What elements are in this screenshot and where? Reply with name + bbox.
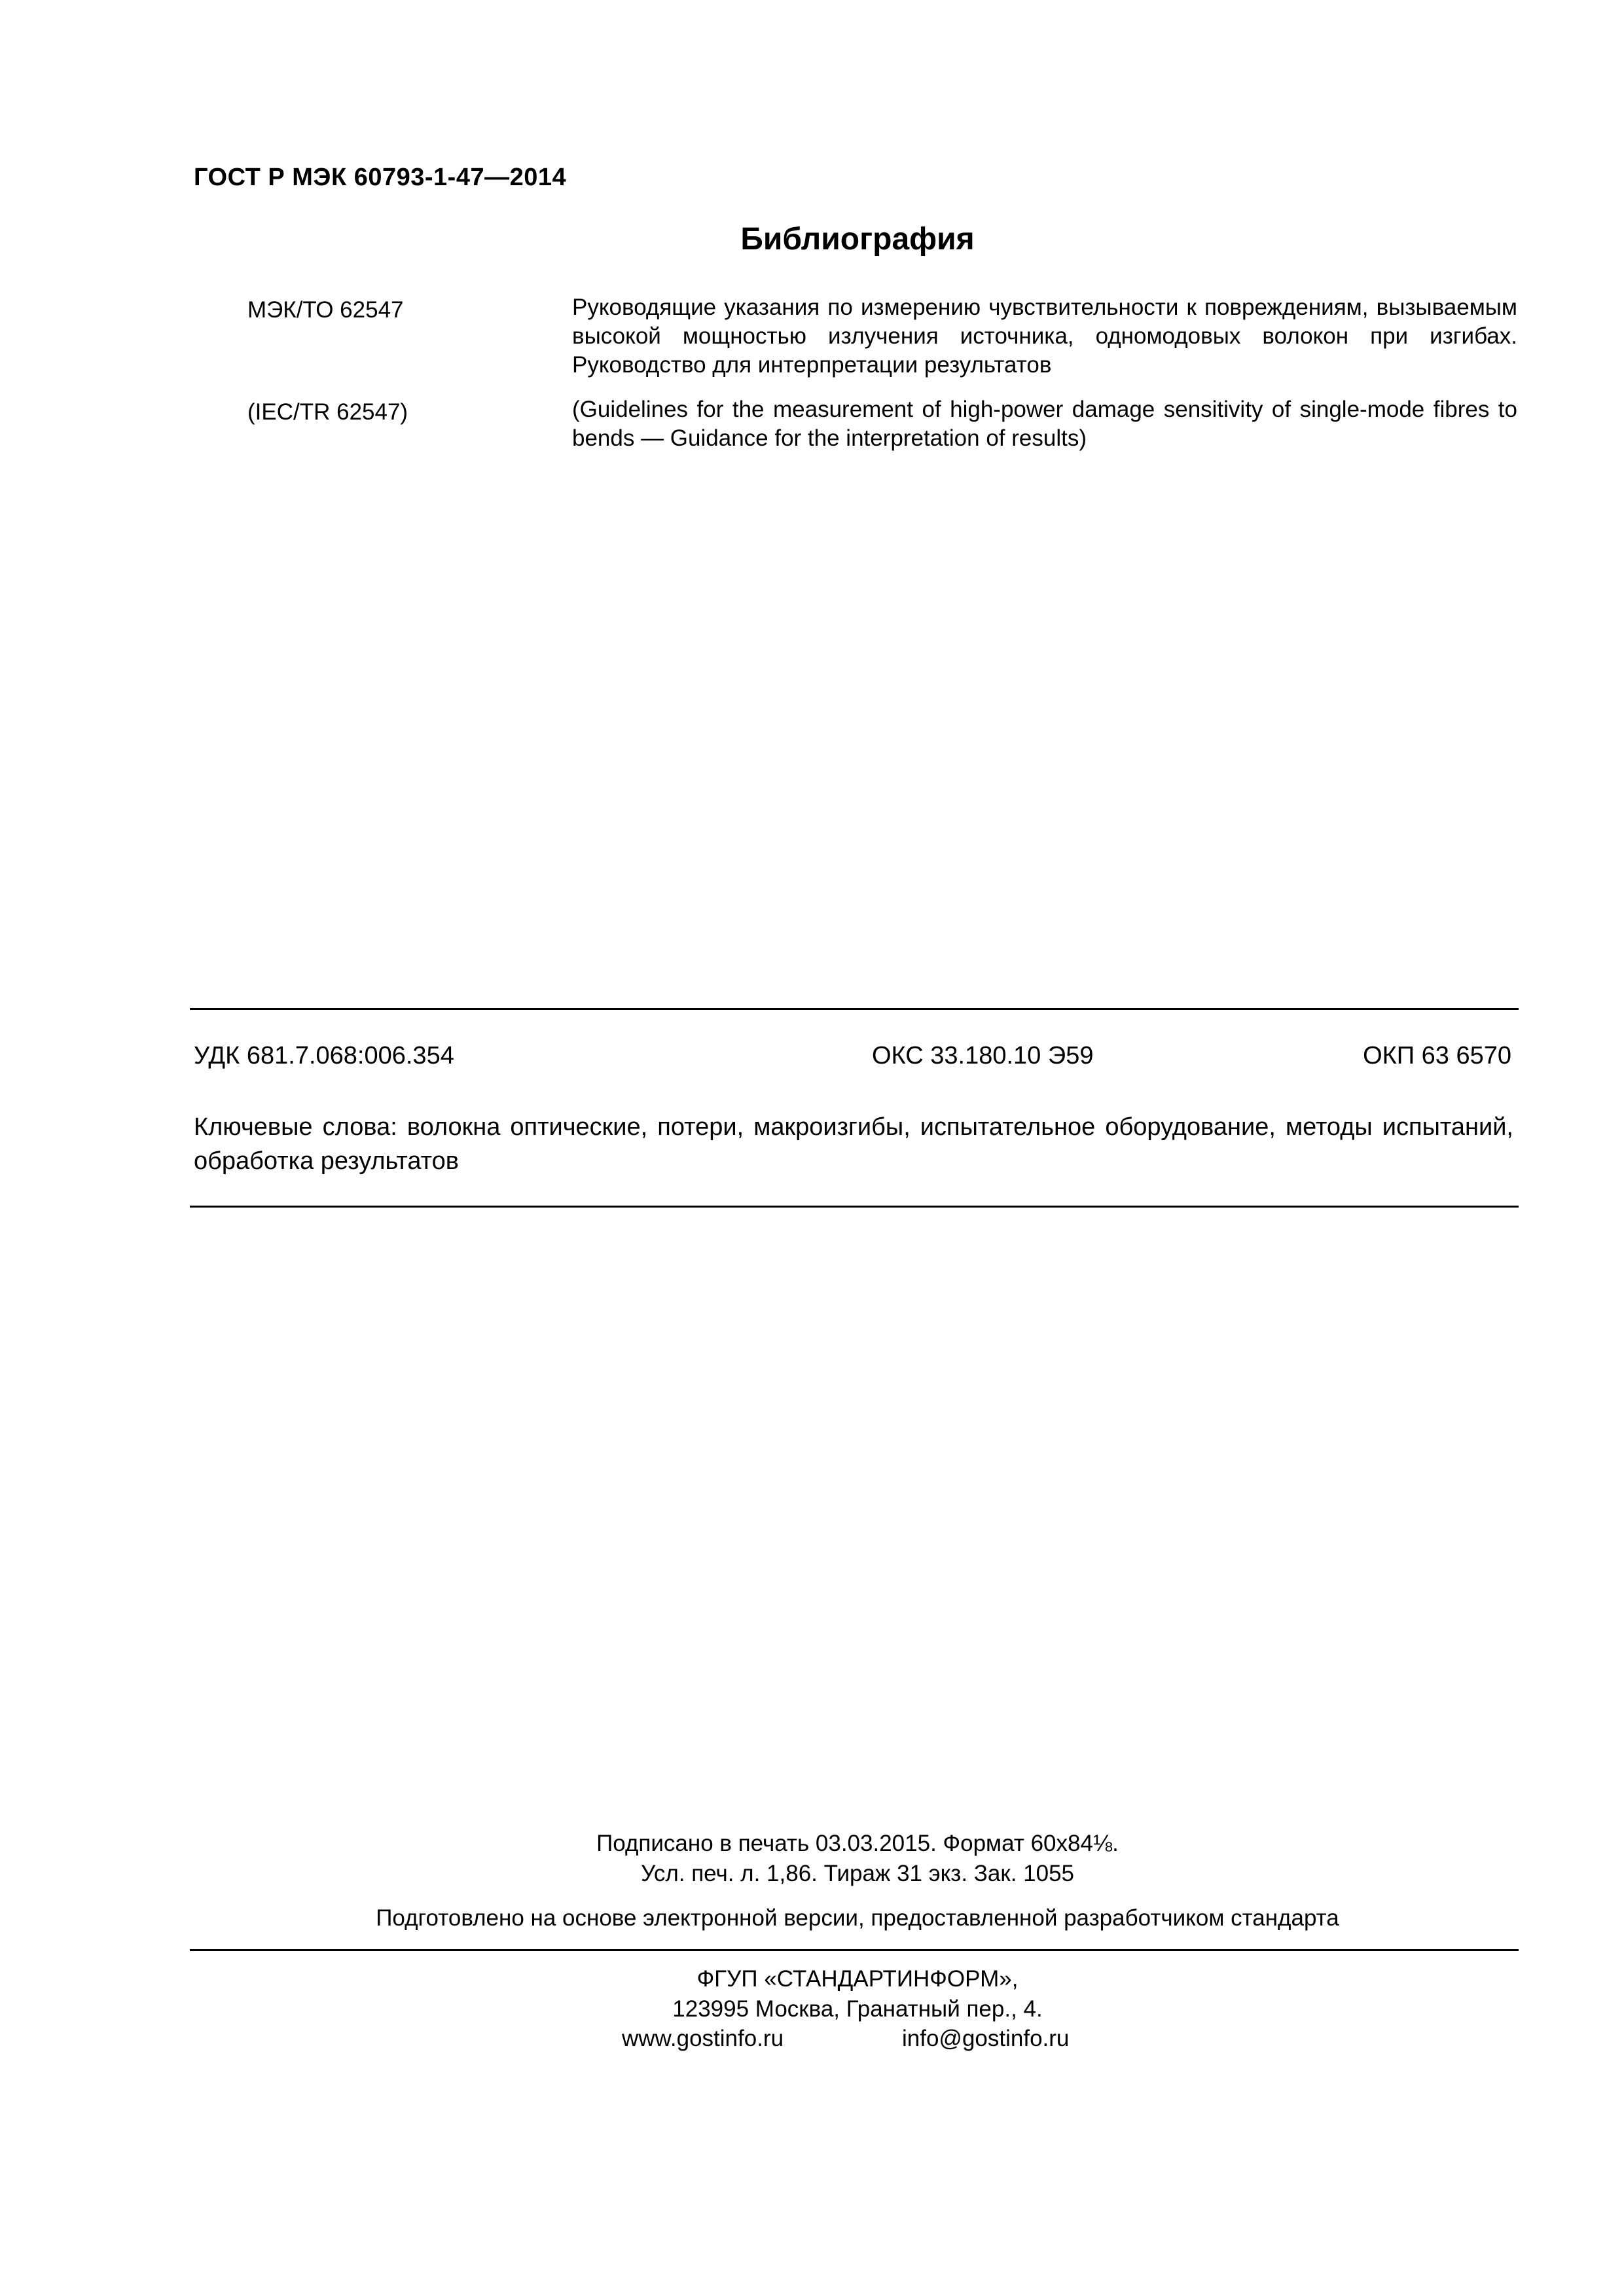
- imprint-print-details: Усл. печ. л. 1,86. Тираж 31 экз. Зак. 1055: [640, 1861, 1075, 1886]
- bibliography-entry-text: Руководящие указания по измерению чувствительности к повреждениям, вызываемым высокой мощностью излучения источника, одномодовых волокон при изгибах. Руководство для интерпретации результатов: [572, 295, 1517, 378]
- publisher-email-link[interactable]: info@gostinfo.ru: [902, 2026, 1070, 2051]
- bibliography-title: Библиография: [740, 222, 975, 257]
- oks-code: ОКС 33.180.10 Э59: [872, 1042, 1094, 1069]
- bibliography-entry-code: МЭК/ТО 62547: [247, 297, 404, 323]
- divider-line: [190, 1206, 1519, 1208]
- divider-line: [190, 1949, 1519, 1951]
- publisher-address: 123995 Москва, Гранатный пер., 4.: [672, 1996, 1043, 2022]
- keywords-text: Ключевые слова: волокна оптические, потери, макроизгибы, испытательное оборудование, методы испытаний, обработка результатов: [194, 1113, 1513, 1175]
- okp-code: ОКП 63 6570: [1363, 1042, 1511, 1069]
- publisher-name: ФГУП «СТАНДАРТИНФОРМ»,: [696, 1966, 1019, 1992]
- udk-code: УДК 681.7.068:006.354: [194, 1042, 454, 1069]
- divider-line: [190, 1008, 1519, 1010]
- bibliography-entry-text: (Guidelines for the measurement of high-power damage sensitivity of single-mode fibres to bends — Guidance for the interpretation of results): [572, 397, 1517, 451]
- bibliography-entry-code: (IEC/TR 62547): [247, 399, 408, 425]
- publisher-website-link[interactable]: www.gostinfo.ru: [622, 2026, 784, 2051]
- standard-code-header: ГОСТ Р МЭК 60793-1-47—2014: [194, 164, 567, 191]
- imprint-source-note: Подготовлено на основе электронной версии, предоставленной разработчиком стандарта: [376, 1905, 1339, 1931]
- imprint-print-info: Подписано в печать 03.03.2015. Формат 60x84⅛.: [596, 1831, 1119, 1856]
